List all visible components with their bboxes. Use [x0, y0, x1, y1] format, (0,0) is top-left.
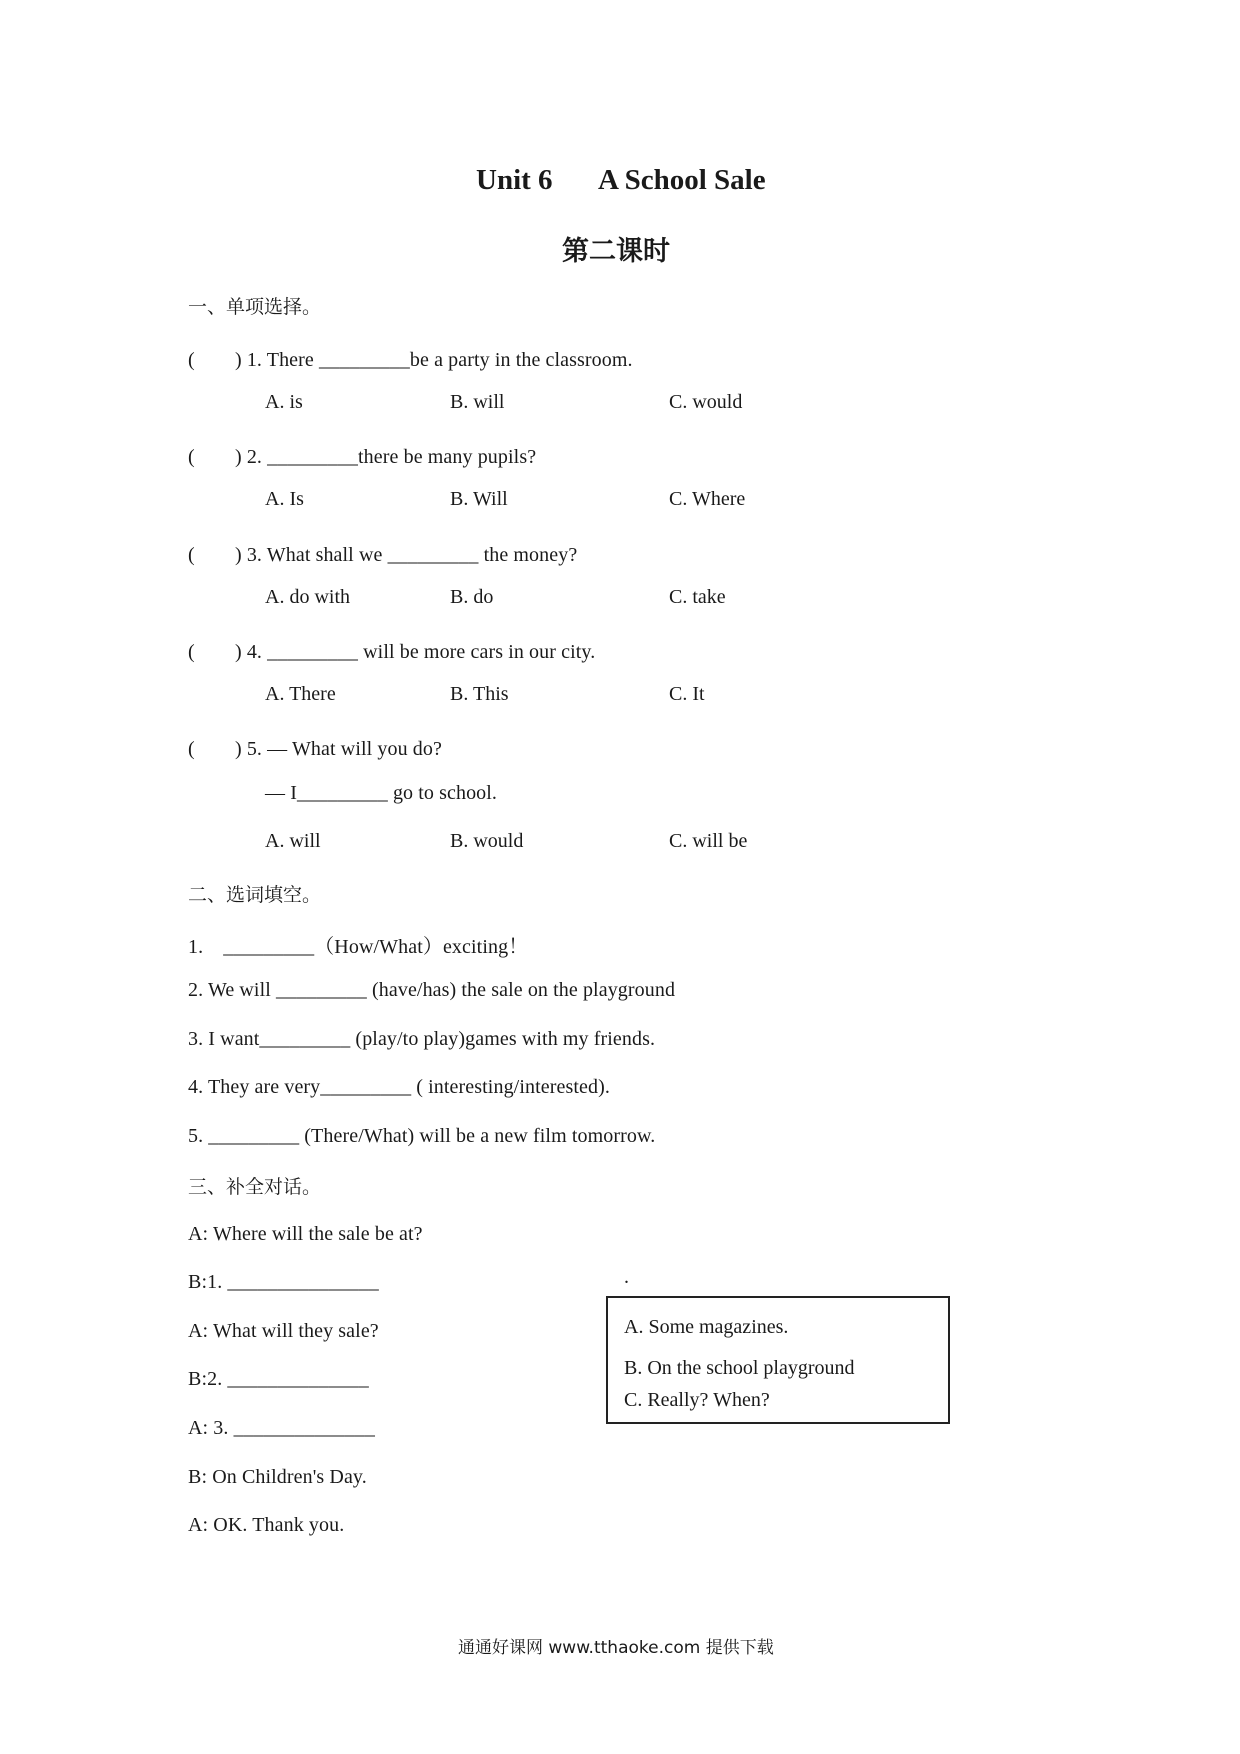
question-5-response: — I_________ go to school.: [265, 782, 498, 804]
section3-heading: 三、补全对话。: [188, 1176, 322, 1198]
question-1-option-b: B. will: [450, 391, 505, 413]
question-2-option-c: C. Where: [669, 488, 746, 510]
dialogue-line-5: A: 3. ______________: [188, 1417, 375, 1439]
question-5-stem: ( ) 5. — What will you do?: [188, 738, 442, 760]
question-3-option-c: C. take: [669, 586, 726, 608]
unit-label: Unit 6: [476, 164, 553, 196]
question-4-stem: ( ) 4. _________ will be more cars in our city.: [188, 641, 596, 663]
question-3-option-b: B. do: [450, 586, 494, 608]
page-title: A School Sale: [598, 164, 766, 196]
question-1-option-a: A. is: [265, 391, 303, 413]
box-option-a: A. Some magazines.: [624, 1316, 789, 1338]
footer-credit: 通通好课网 www.tthaoke.com 提供下载: [458, 1638, 774, 1658]
fill-item-4: 4. They are very_________ ( interesting/interested).: [188, 1076, 610, 1098]
dialogue-line-7: A: OK. Thank you.: [188, 1514, 345, 1536]
lesson-label: 第二课时: [562, 236, 670, 267]
question-5-option-b: B. would: [450, 830, 524, 852]
dialogue-line-1: A: Where will the sale be at?: [188, 1223, 423, 1245]
fill-item-5: 5. _________ (There/What) will be a new film tomorrow.: [188, 1125, 656, 1147]
question-1-option-c: C. would: [669, 391, 743, 413]
options-box: [606, 1296, 950, 1424]
question-4-option-a: A. There: [265, 683, 336, 705]
dialogue-line-3: A: What will they sale?: [188, 1320, 379, 1342]
section1-heading: 一、单项选择。: [188, 296, 322, 318]
section2-heading: 二、选词填空。: [188, 884, 322, 906]
box-option-b: B. On the school playground: [624, 1357, 855, 1379]
question-5-option-a: A. will: [265, 830, 321, 852]
question-3-stem: ( ) 3. What shall we _________ the money?: [188, 544, 578, 566]
fill-item-3: 3. I want_________ (play/to play)games with my friends.: [188, 1028, 656, 1050]
fill-item-1: 1. _________（How/What）exciting！: [188, 936, 529, 958]
dialogue-line-2: B:1. _______________: [188, 1271, 379, 1293]
dialogue-line-4: B:2. ______________: [188, 1368, 369, 1390]
question-4-option-c: C. It: [669, 683, 705, 705]
fill-item-2: 2. We will _________ (have/has) the sale on the playground: [188, 979, 676, 1001]
dialogue-line-6: B: On Children's Day.: [188, 1466, 367, 1488]
question-4-option-b: B. This: [450, 683, 509, 705]
question-3-option-a: A. do with: [265, 586, 350, 608]
question-2-option-b: B. Will: [450, 488, 508, 510]
box-option-c: C. Really? When?: [624, 1389, 770, 1411]
question-2-stem: ( ) 2. _________there be many pupils?: [188, 446, 537, 468]
question-2-option-a: A. Is: [265, 488, 304, 510]
question-5-option-c: C. will be: [669, 830, 748, 852]
question-1-stem: ( ) 1. There _________be a party in the classroom.: [188, 349, 633, 371]
stray-dot: .: [624, 1266, 630, 1288]
